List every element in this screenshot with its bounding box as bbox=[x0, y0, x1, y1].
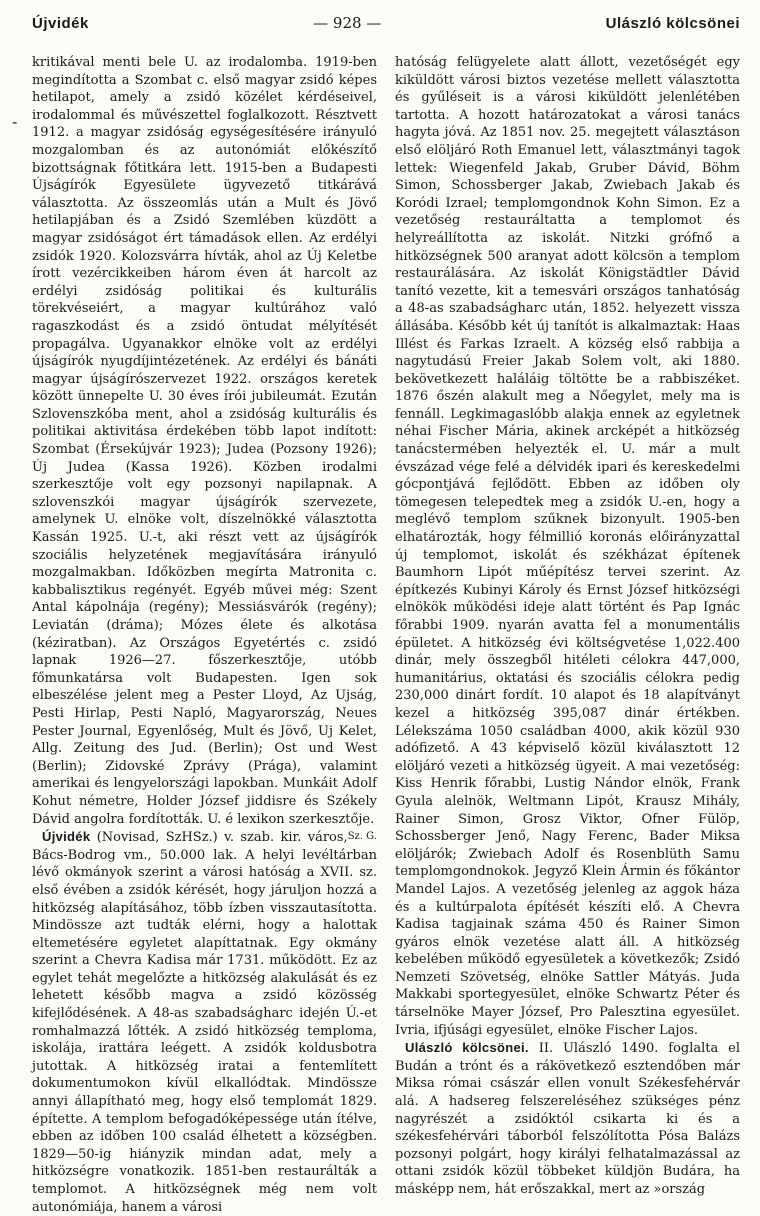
running-header bbox=[32, 14, 740, 44]
header-left: Újvidék bbox=[32, 15, 89, 32]
continuation-paragraph bbox=[395, 54, 740, 1039]
entry-text: (Novisad, SzHSz.) v. szab. kir. város, Bács-Bodrog vm., 50.000 lak. A helyi levéltárban lévő okmányok szerint a városi hatóság a XVII. sz. első évében a zsidók kérését, hogy járuljon hozzá a hitközség alapításához, több ízben visszautasította. Mindössze azt tudták elérni, hogy a halottak eltemetésére egyletet alapíttatnak. Egy okmány szerint a Chevra Kadisa már 1731. működött. Ez az egylet tehát megelőzte a hitközség alakulását és ez lehetett később magva a zsidó közösség kifejlődésének. A 48-as szabadságharc idején Ú.-et romhalmazzá lőtték. A zsidó hitközség temploma, iskolája, irattára leégett. A zsidók koldusbotra jutottak. A hitközség iratai a fentemlített dokumentumokon kívül elkallódtak. Mindössze annyi állapítható meg, hogy első templomát 1829. építette. A templom befogadóképessége után ítélve, ebben az időben 100 család élhetett a községben. 1829—50-ig hiányzik mindan adat, mely a hitközségre vonatkozik. 1851-ben restaurálták a templomot. A hitközségnek még nem volt autonómiája, hanem a városi bbox=[32, 830, 377, 1215]
entry-headword: Újvidék bbox=[42, 829, 91, 845]
page-number: — 928 — bbox=[313, 14, 382, 32]
right-column bbox=[395, 54, 740, 1216]
author-signature: Sz. G. bbox=[347, 831, 377, 843]
continuation-text: hatóság felügyelete alatt állott, vezetőségét egy kiküldött városi biztos vezetése mellett választotta és gyűléseit is a városi kiküldött jelenlétében tartotta. A hozott határozatokat a városi tanács hagyta jóvá. Az 1851 nov. 25. megejtett választáson első elöljáró Roth Emanuel lett, választmányi tagok lettek: Wiegenfeld Jakab, Gruber Dávid, Böhm Simon, Schossberger Jakab, Zwiebach Jakab és Koródi Izrael; templomgondnok Kohn Simon. Ez a vezetőség restauráltatta a templomot és helyreállította az iskolát. Nitzki grófnő a hitközségnek 500 aranyat adott kölcsön a templom restaurálására. Az iskolát Königstädtler Dávid tanító vezette, kit a temesvári országos tanhatóság a 48-as szabadságharc után, 1852. helyezett vissza állásába. Később két új tanítót is alkalmaztak: Haas Illést és Farkas Izraelt. A község első rabbija a nagytudású Freier Jakab Solem volt, aki 1880. bekövetkezett haláláig töltötte be a rabbiszéket. 1876 őszén alakult meg a Nőegylet, mely ma is fennáll. Legkimagaslóbb alakja ennek az egyletnek néhai Fischer Mária, akinek arcképét a hitközség tanácstermében helyezték el. U. már a mult évszázad vége felé a délvidék ipari és kereskedelmi gócpontjává fejlődött. Ebben az időben oly tömegesen telepedtek meg a zsidók U.-en, hogy a meglévő templom szűknek bizonyult. 1905-ben elhatározták, hogy félmillió koronás előirányzattal új templomot, iskolát és székházat építenek Baumhorn Lipót műépítész tervei szerint. Az építkezés Kubinyi Károly és Ernst József hitközségi elnökök működési ideje alatt történt és Pap Ignác főrabbi 1909. nyarán avatta fel a monumentális épületet. A hitközség évi költségvetése 1,022.400 dinár, mely összegből hitéleti célokra 447,000, humanitárius, oktatási és szociális célokra pedig 230,000 dinárt fordít. 10 alapot és 18 alapítványt kezel a hitközség 395,087 dinár értékben. Lélekszáma 1050 családban 4000, akik közül 930 adófizető. A 43 képviselő közül kiválasztott 12 elöljáró vezeti a hitközség ügyeit. A mai vezetőség: Kiss Henrik főrabbi, Lustig Nándor elnök, Frank Gyula alelnök, Weltmann Lipót, Krausz Mihály, Rainer Simon, Grosz Viktor, Ofner Fülöp, Schossberger Jenő, Nagy Ferenc, Bader Miksa elöljárók; Zwiebach Adolf és Rosenblüth Samu templomgondnokok. Jegyző Klein Ármin és főkántor Mandel Lajos. A vezetőség jelenleg az aggok háza és a kultúrpalota építését készíti elő. A Chevra Kadisa tagjainak száma 450 és Rainer Simon gyáros elnök vezetése alatt áll. A hitközség kebelében működő egyesületek a következők; Zsidó Nemzeti Szövetség, elnöke Sattler Mátyás. Juda Makkabi sportegyesület, elnöke Schwartz Péter és társelnöke Mayer József, Pro Palesztina egyesület. Ivria, ifjúsági egyesület, elnöke Fischer Lajos. bbox=[395, 55, 740, 1038]
entry-headword: Ulászló kölcsönei. bbox=[405, 1040, 529, 1056]
entry-paragraph bbox=[395, 1039, 740, 1198]
header-right: Ulászló kölcsönei bbox=[605, 15, 740, 32]
article-text: kritikával menti bele U. az irodalomba. 1919-ben megindította a Szombat c. első magyar zsidó képes hetilapot, amely a zsidó közélet kérdéseivel, irodalommal és művészettel foglalkozott. Résztvett 1912. a magyar zsidóság egységesítésére irányuló mozgalomban és az autonómiát előkészítő bizottságnak főtitkára lett. 1915-ben a Budapesti Újságírók Egyesülete ügyvezető titkárává választotta. Az összeomlás után a Mult és Jövő hetilapjában és a Zsidó Szemlében küzdött a magyar zsidóságot ért támadások ellen. Az erdélyi zsidók 1920. Kolozsvárra hívták, ahol az Új Keletbe írott vezércikkeiben három éven át harcolt az erdélyi zsidóság politikai és kulturális törekvéseiért, a magyar kultúrához való ragaszkodást és a zsidó öntudat mélyítését propagálva. Ugyanakkor elnöke volt az erdélyi újságírók nyugdíjintézetének. Az erdélyi és bánáti magyar újságírószervezet 1922. országos keretek között ünnepelte U. 30 éves írói jubileumát. Ezután Szlovenszkóba ment, ahol a zsidóság kulturális és politikai aktivitása érdekében több lapot indított: Szombat (Érsekújvár 1923); Judea (Pozsony 1926); Új Judea (Kassa 1926). Közben irodalmi szerkesztője volt egy pozsonyi napilapnak. A szlovenszkói magyar újságírók szervezete, amelynek U. elnöke volt, díszelnökké választotta Kassán 1925. U.-t, aki részt vett az újságírók szociális helyzetének megjavítására irányuló mozgalmakban. Időközben megírta Matronita c. kabbalisztikus regényét. Egyéb művei még: Szent Antal kápolnája (regény); Messiásvárók (regény); Leviatán (dráma); Mózes élete és alkotása (kéziratban). Az Országos Egyetértés c. zsidó lapnak 1926—27. főszerkesztője, utóbb főmunkatársa volt Budapesten. Igen sok elbeszélése jelent meg a Pester Lloyd, Az Ujság, Pesti Hirlap, Pesti Napló, Magyarország, Neues Pester Journal, Egyenlőség, Mult és Jövő, Uj Kelet, Allg. Zeitung des Jud. (Berlin); Ost und West (Berlin); Zidovské Zprávy (Prága), valamint amerikai és lengyelországi lapokban. Munkáit Adolf Kohut németre, Holder József jiddisre és Székely Dávid angolra fordították. U. é lexikon szerkesztője. bbox=[32, 55, 377, 827]
entry-text: II. Ulászló 1490. foglalta el Budán a trónt és a rákövetkező esztendőben már Miksa római császár ellen vonult Székesfehérvár alá. A hadsereg felszereléséhez szükséges pénz nagyrészét a zsidóktól csikarta ki és a székesfehérvári táborból felszólította Pósa Balázs pozsonyi polgárt, hogy királyi felhatalmazással az ottani zsidók közül többeket küldjön Budára, ha másképp nem, hát erőszakkal, mert az »ország bbox=[395, 1041, 740, 1197]
margin-mark: - bbox=[12, 112, 18, 131]
text-columns bbox=[32, 54, 740, 1216]
entry-paragraph bbox=[32, 828, 377, 1216]
left-column bbox=[32, 54, 377, 1216]
